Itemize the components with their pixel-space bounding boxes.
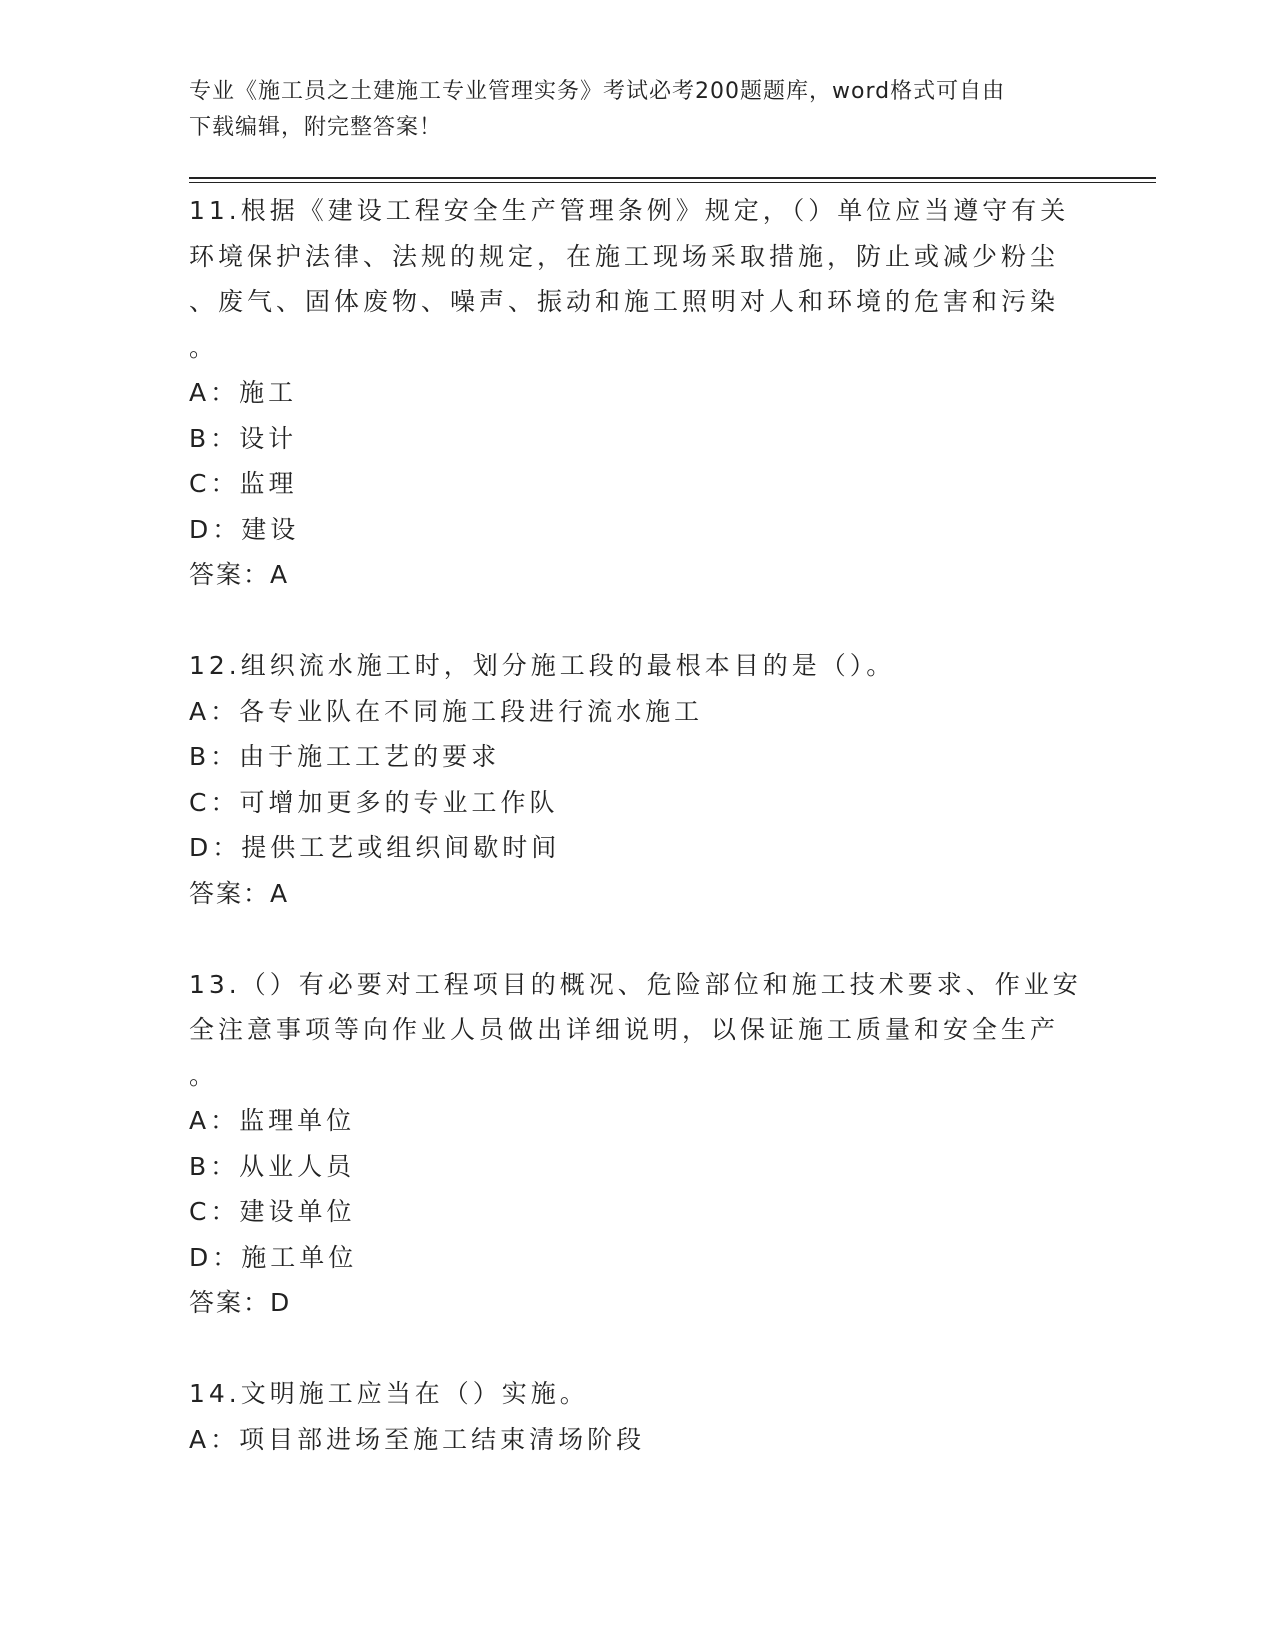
- question-list: [189, 188, 1089, 1462]
- question-text-line: 。: [189, 332, 219, 362]
- option-a: A：各专业队在不同施工段进行流水施工: [189, 696, 704, 726]
- option-d: D：建设: [189, 514, 300, 544]
- question-text-line: 13.（）有必要对工程项目的概况、危险部位和施工技术要求、作业安: [189, 969, 1082, 999]
- spacer: [189, 916, 1089, 962]
- answer-line: 答案：A: [189, 560, 290, 589]
- option-c: C：建设单位: [189, 1197, 356, 1226]
- answer-line: 答案：A: [189, 878, 290, 908]
- question-11: [189, 188, 1089, 598]
- option-b: B：从业人员: [189, 1151, 356, 1181]
- option-b: B：由于施工工艺的要求: [189, 742, 501, 771]
- document-header: [189, 74, 1089, 146]
- option-b: B：设计: [189, 423, 298, 453]
- header-divider-thin: [189, 182, 1156, 183]
- header-line-2: 下载编辑，附完整答案！: [189, 115, 443, 140]
- question-14: [189, 1371, 1089, 1462]
- option-c: C：可增加更多的专业工作队: [189, 787, 559, 817]
- question-text-line: 14.文明施工应当在（）实施。: [189, 1379, 589, 1408]
- option-a: A：项目部进场至施工结束清场阶段: [189, 1424, 646, 1454]
- option-d: D：提供工艺或组织间歇时间: [189, 833, 561, 862]
- question-12: [189, 643, 1089, 916]
- option-a: A：施工: [189, 378, 298, 407]
- option-d: D：施工单位: [189, 1242, 358, 1272]
- question-text-line: 环境保护法律、法规的规定，在施工现场采取措施，防止或减少粉尘: [189, 241, 1060, 271]
- header-line-1: 专业《施工员之土建施工专业管理实务》考试必考200题题库，word格式可自由: [189, 79, 1006, 104]
- option-a: A：监理单位: [189, 1106, 356, 1135]
- question-13: [189, 962, 1089, 1326]
- header-divider-thick: [189, 177, 1156, 179]
- question-text-line: 全注意事项等向作业人员做出详细说明，以保证施工质量和安全生产: [189, 1015, 1060, 1044]
- answer-line: 答案：D: [189, 1288, 292, 1317]
- question-text-line: 11.根据《建设工程安全生产管理条例》规定，（）单位应当遵守有关: [189, 196, 1070, 225]
- question-text-line: 。: [189, 1060, 219, 1090]
- spacer: [189, 598, 1089, 644]
- spacer: [189, 1326, 1089, 1372]
- option-c: C：监理: [189, 469, 298, 498]
- question-text-line: 、废气、固体废物、噪声、振动和施工照明对人和环境的危害和污染: [189, 287, 1060, 316]
- question-text-line: 12.组织流水施工时，划分施工段的最根本目的是（）。: [189, 651, 896, 680]
